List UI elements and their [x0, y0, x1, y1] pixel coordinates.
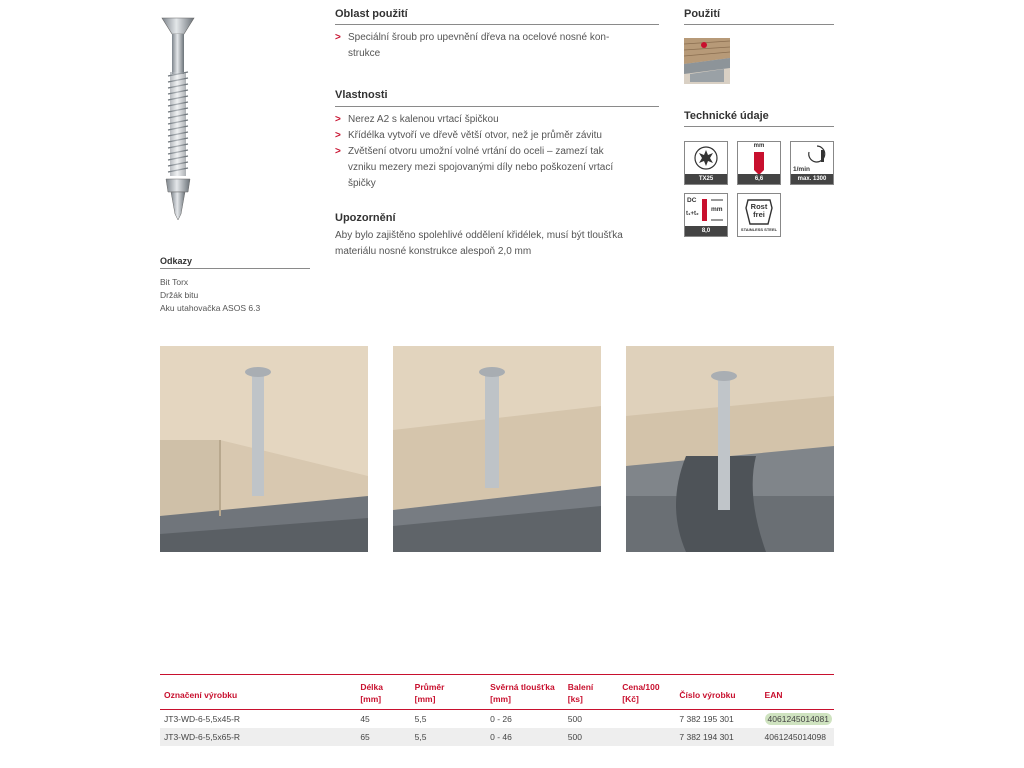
cell-ean: 4061245014098 [761, 728, 834, 746]
col-prumer-unit: [mm] [414, 694, 436, 704]
oblast-rule [335, 24, 659, 25]
cell-cena [618, 710, 675, 729]
bullet-mark: > [335, 32, 341, 43]
cell-ean [761, 710, 834, 729]
speed-unit: 1/min [793, 166, 810, 173]
usage-wood-steel-icon [684, 38, 730, 84]
installation-photo-3 [626, 346, 834, 552]
oblast-list [335, 30, 665, 62]
table-row [160, 728, 834, 746]
col-baleni-label: Balení [567, 682, 594, 692]
col-baleni-unit: [ks] [567, 694, 583, 704]
technicke-title: Technické údaje [684, 110, 769, 122]
ean-highlight[interactable]: 4061245014081 [765, 713, 832, 725]
col-oznaceni: Označení výrobku [164, 690, 238, 700]
col-delka-label: Délka [360, 682, 383, 692]
cell-oznaceni: JT3-WD-6-5,5x65-R [160, 728, 356, 746]
diam-label: 6,6 [738, 174, 780, 184]
col-svernat-label: Svěrná tloušťka [490, 682, 555, 692]
cell-baleni: 500 [564, 728, 619, 746]
odkazy-title: Odkazy [160, 256, 193, 266]
diam-unit: mm [753, 143, 765, 149]
vlastnosti-item: Nerez A2 s kalenou vrtací špičkou [348, 114, 499, 125]
odkazy-link[interactable]: Držák bitu [160, 290, 199, 300]
pouziti-rule [684, 24, 834, 25]
cell-svernat: 0 - 26 [490, 714, 512, 724]
col-prumer [411, 675, 486, 710]
cell-baleni: 500 [567, 714, 582, 724]
pouziti-title: Použití [684, 8, 721, 20]
upozorneni-line: Aby bylo zajištěno spolehlivé oddělení křidélek, musí být tloušťka [335, 230, 623, 241]
col-prumer-label: Průměr [414, 682, 445, 692]
cell-cislo: 7 382 194 301 [675, 728, 760, 746]
vlastnosti-item: špičky [348, 178, 376, 189]
t-formula: t₁+t₂ [686, 211, 699, 217]
installation-photo-1 [160, 346, 368, 552]
table-header-row [160, 675, 834, 710]
speed-max-label: max. 1300 [791, 174, 833, 184]
vlastnosti-title: Vlastnosti [335, 89, 388, 101]
col-cena [618, 675, 675, 710]
rost-text: Rost [750, 202, 768, 211]
torx-label: TX25 [685, 174, 727, 184]
col-delka-unit: [mm] [360, 694, 382, 704]
vlastnosti-item: Zvětšení otvoru umožní volné vrtání do oceli – zamezí tak [348, 146, 604, 157]
vlastnosti-item: Křídélka vytvoří ve dřevě větší otvor, než je průměr závitu [348, 130, 602, 141]
odkazy-rule [160, 268, 310, 269]
col-cena-label: Cena/100 [622, 682, 660, 692]
col-svernat-unit: [mm] [490, 694, 511, 704]
cell-cislo: 7 382 195 301 [679, 714, 734, 724]
col-baleni [564, 675, 619, 710]
col-delka [356, 675, 410, 710]
table-row [160, 710, 834, 729]
vlastnosti-list [335, 112, 665, 192]
bullet-mark: > [335, 130, 341, 141]
cell-svernat: 0 - 46 [486, 728, 564, 746]
bullet-mark: > [335, 146, 341, 157]
odkazy-link[interactable]: Bit Torx [160, 277, 189, 287]
frei-text: frei [753, 210, 765, 219]
cell-cena [618, 728, 675, 746]
cell-prumer: 5,5 [411, 728, 486, 746]
upozorneni-line: materiálu nosné konstrukce alespoň 2,0 mm [335, 246, 532, 257]
technicke-rule [684, 126, 834, 127]
vlastnosti-rule [335, 106, 659, 107]
installation-photo-2 [393, 346, 601, 552]
dc-thickness-icon [684, 193, 728, 237]
cell-delka: 45 [360, 714, 370, 724]
speed-icon [790, 141, 834, 185]
col-cena-unit: [Kč] [622, 694, 639, 704]
product-table [160, 675, 834, 746]
col-cislo: Číslo výrobku [679, 690, 736, 700]
oblast-title: Oblast použití [335, 8, 408, 20]
screw-product-image [158, 14, 198, 224]
cell-prumer: 5,5 [414, 714, 427, 724]
col-ean: EAN [764, 690, 783, 700]
cell-oznaceni: JT3-WD-6-5,5x45-R [164, 714, 241, 724]
odkazy-list [160, 276, 260, 315]
upozorneni-title: Upozornění [335, 212, 396, 224]
length-label: 8,0 [685, 226, 727, 236]
cell-delka: 65 [356, 728, 410, 746]
odkazy-link[interactable]: Aku utahovačka ASOS 6.3 [160, 303, 261, 313]
oblast-item: strukce [348, 48, 381, 59]
torx-icon [684, 141, 728, 185]
rostfrei-icon [737, 193, 781, 237]
dc-label: DC [687, 197, 697, 204]
drill-diameter-icon [737, 141, 781, 185]
col-svernat [486, 675, 564, 710]
upozorneni-text [335, 228, 665, 260]
stainless-text: STAINLESS STEEL [740, 227, 778, 232]
mm-label: mm [711, 206, 723, 213]
vlastnosti-item: vzniku mezery mezi spojovanými díly nebo poškození vrtací [348, 162, 614, 173]
bullet-mark: > [335, 114, 341, 125]
oblast-item: Speciální šroub pro upevnění dřeva na ocelové nosné kon- [348, 32, 610, 43]
